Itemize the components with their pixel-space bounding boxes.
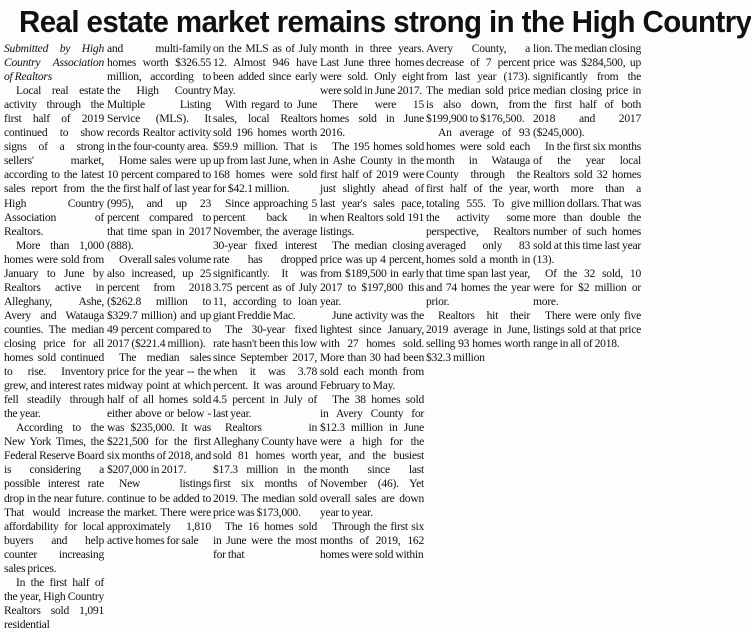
article-paragraph: Of the 32 sold, 10 were for $2 million or more. [533,266,641,308]
article-paragraph: Overall sales volume also increased, up 25 percent from 2018 ($262.8 million to $329.7 million) and up 49 percent compared to 2017 ($221.4 million). [107,252,211,350]
article-paragraph: and multi-family homes worth $326.55 million, according to the High Country Multiple Listing Service (MLS). It records Realtor activity in the four-county area. [107,42,211,154]
article-column-6 [533,42,641,597]
article-column-3 [213,42,317,597]
article-paragraph: With regard to June sales, local Realtors sold 196 homes worth $59.9 million. That is up from last June, when 168 homes were sold for $42.1 million. [213,98,317,196]
article-paragraph: Avery County, a decrease of 7 percent from last year (173). The median sold price is also down, from $199,900 to $176,500. [426,42,530,126]
article-paragraph: Through the first six months of 2019, 162 homes were sold within [320,519,424,561]
article-paragraph: New listings continue to be added to the market. There were approximately 1,810 active homes for sale [107,477,211,547]
article-paragraph: Realtors hit their 2019 average in June, selling 93 homes worth $32.3 million [426,308,530,365]
article-paragraph: The median closing price was up 4 percent, from $189,500 in early 2017 to $197,800 this year. [320,238,424,308]
article-paragraph: An average of 93 homes were sold each month in Watauga County through the first half of the year, totaling 555. To give the activity some perspective, Realtors averaged only 83 homes sold a month in that time span last year, and 74 homes the year prior. [426,126,530,308]
article-paragraph: According to the New York Times, the Federal Reserve Board is considering a possible interest rate drop in the near future. That would increase affordability for local buyers and help counter increasing sales prices. [4,421,104,575]
article-paragraph: Local real estate activity through the first half of 2019 continued to show signs of a strong sellers' market, according to the latest sales report from the High Country Association of Realtors. [4,84,104,238]
article-byline: Submitted by High Country Association of Realtors [4,42,104,84]
article-paragraph: The 38 homes sold in Avery County for $12.3 million in June were a high for the year, and the busiest month since last November (46). Yet overall sales are down year to year. [320,393,424,519]
article-paragraph: month in three years. Last June three homes were sold. Only eight were sold in June 2017. [320,42,424,98]
article-paragraph: There were only five listings sold at that price range in all of 2018. [533,308,641,350]
article-column-5 [426,42,530,597]
article-paragraph: June activity was the lightest since January, with 27 homes sold. More than 30 had been sold each month from February to May. [320,308,424,393]
article-column-1 [4,42,104,631]
article-column-2 [107,42,211,597]
article-paragraph: In the first six months of the year local Realtors sold 32 homes worth more than a million dollars. That was more than double the number of such homes sold at this time last year (13). [533,140,641,266]
article-paragraph: on the MLS as of July 12. Almost 946 have been added since early May. [213,42,317,98]
article-headline: Real estate market remains strong in the High Country [19,4,751,39]
article-paragraph: The 30-year fixed rate hasn't been this low since September 2017, when it was 3.78 percent. It was around 4.5 percent in July of last year. [213,322,317,421]
article-column-4 [320,42,424,597]
article-body [0,42,645,631]
article-paragraph: Since approaching 5 percent back in November, the average 30-year fixed interest rate has dropped significantly. It was 3.75 percent as of July 11, according to loan giant Freddie Mac. [213,196,317,322]
article-paragraph: The 195 homes sold in Ashe County in the first half of 2019 were just slightly ahead of last year's sales pace, when Realtors sold 191 listings. [320,140,424,238]
article-paragraph: The 16 homes sold in June were the most for that [213,519,317,561]
article-paragraph: There were 15 homes sold in June 2016. [320,98,424,140]
article-paragraph: More than 1,000 homes were sold from January to June by Realtors active in Alleghany, Ashe, Avery and Watauga counties. The median closing price for all homes sold continued to rise. Inventory grew, and interest rates fell steadily through the year. [4,238,104,421]
article-paragraph: The median sales price for the year -- the midway point at which half of all homes sold either above or below - was $235,000. It was $221,500 for the first six months of 2018, and $207,000 in 2017. [107,351,211,477]
article-paragraph: Home sales were up 10 percent compared to the first half of last year (995), and up 23 percent compared to that time span in 2017 (888). [107,154,211,252]
article-paragraph: In the first half of the year, High Country Realtors sold 1,091 residential [4,575,104,631]
article-paragraph: Realtors in Alleghany County have sold 81 homes worth $17.3 million in the first six months of 2019. The median sold price was $173,000. [213,421,317,519]
article-paragraph: lion. The median closing price was $284,500, up significantly from the median closing price in the first half of both 2018 and 2017 ($245,000). [533,42,641,140]
